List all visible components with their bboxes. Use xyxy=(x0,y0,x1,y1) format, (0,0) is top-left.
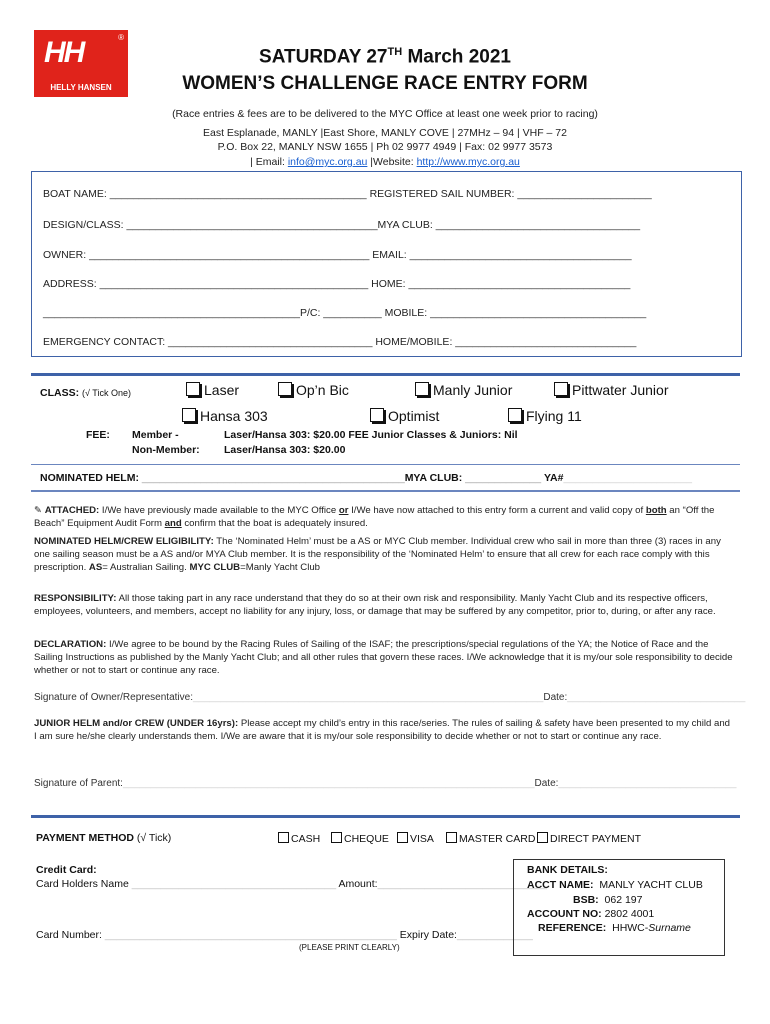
address-line-2: P.O. Box 22, MANLY NSW 1655 | Ph 02 9977 4949 | Fax: 02 9977 3573 xyxy=(217,141,553,153)
checkbox-icon[interactable] xyxy=(415,382,429,396)
section-divider xyxy=(31,373,740,376)
checkbox-icon[interactable] xyxy=(446,832,457,843)
checkbox-icon[interactable] xyxy=(186,382,200,396)
declaration-paragraph: DECLARATION: I/We agree to be bound by the Racing Rules of Sailing of the ISAF; the prescriptions/special regulations of the YA; the Notice of Race and the Sailing Instructions as published by the Manly Yacht Club; and all other rules that govern these races. I/We acknowledge that it is my/our sole responsibility to decide whether or not to start or continue any race. xyxy=(34,639,733,676)
payment-option-visa[interactable]: VISA xyxy=(397,832,434,845)
account-number: ACCOUNT NO: 2802 4001 xyxy=(527,908,655,920)
attached-paragraph: ✎ ATTACHED: I/We have previously made available to the MYC Office or I/We have now attached to this entry form a current and valid copy of both an “Off the Beach” Equipment Audit Form and confirm that the boat is adequately insured. xyxy=(34,505,715,529)
card-number-row[interactable]: Card Number: __________________________________________________ Expiry Date:_____________ xyxy=(36,929,533,941)
junior-paragraph: JUNIOR HELM and/or CREW (UNDER 16yrs): Please accept my child’s entry in this race/series. The rules of sailing & safety have been presented to my child and I am sure he/she clearly understands them. I/We are aware that it is my/our sole responsibility to decide whether or not to start or continue any race. xyxy=(34,718,731,742)
checkbox-icon[interactable] xyxy=(331,832,342,843)
payment-option-cheque[interactable]: CHEQUE xyxy=(331,832,389,845)
owner-row[interactable]: OWNER: ________________________________________________ EMAIL: ______________________________________ xyxy=(43,249,632,261)
checkbox-icon[interactable] xyxy=(397,832,408,843)
class-option-optimist[interactable]: Optimist xyxy=(370,408,439,424)
bsb: BSB: 062 197 xyxy=(573,894,643,906)
website-link[interactable]: http://www.myc.org.au xyxy=(416,156,520,168)
boat-details-box xyxy=(31,171,742,357)
checkbox-icon[interactable] xyxy=(370,408,384,422)
email-link[interactable]: info@myc.org.au xyxy=(287,156,368,168)
class-label: CLASS: (√ Tick One) xyxy=(40,387,131,399)
section-divider xyxy=(31,815,740,818)
class-option-flying-11[interactable]: Flying 11 xyxy=(508,408,582,424)
contact-line: | Email: info@myc.org.au |Website: http://www.myc.org.au xyxy=(250,156,520,168)
class-option-pittwater-junior[interactable]: Pittwater Junior xyxy=(554,382,668,398)
checkbox-icon[interactable] xyxy=(278,832,289,843)
design-class-row[interactable]: DESIGN/CLASS: ___________________________________________MYA CLUB: ___________________________________ xyxy=(43,219,641,231)
nonmember-fee: Laser/Hansa 303: $20.00 xyxy=(224,444,346,456)
checkbox-icon[interactable] xyxy=(278,382,292,396)
eligibility-paragraph: NOMINATED HELM/CREW ELIGIBILITY: The ‘Nominated Helm’ must be a AS or MYC Club member. Individual crew who sail in more than three (3) races in any one sailing season must be a AS and/or MYA Club member. It is the responsibility of the ‘Nominated Helm’ to ensure that all crew for each race comply with this prescription. AS= Australian Sailing. MYC CLUB=Manly Yacht Club xyxy=(34,536,721,573)
checkbox-icon[interactable] xyxy=(508,408,522,422)
page-title: SATURDAY 27TH March 2021 xyxy=(259,46,511,68)
logo-registered: ® xyxy=(118,33,124,42)
address-line-1: East Esplanade, MANLY |East Shore, MANLY COVE | 27MHz – 94 | VHF – 72 xyxy=(203,127,567,139)
member-fee: Laser/Hansa 303: $20.00 FEE Junior Classes & Juniors: Nil xyxy=(224,429,518,441)
account-name: ACCT NAME: MANLY YACHT CLUB xyxy=(527,879,703,891)
checkbox-icon[interactable] xyxy=(537,832,548,843)
address-row[interactable]: ADDRESS: ______________________________________________ HOME: ______________________________________ xyxy=(43,278,631,290)
credit-card-heading: Credit Card: xyxy=(36,864,97,876)
nonmember-label: Non-Member: xyxy=(132,444,200,456)
owner-signature-row[interactable]: Signature of Owner/Representative:_______________________________________________________________Date:________________________________ xyxy=(34,692,746,703)
checkbox-icon[interactable] xyxy=(554,382,568,396)
nominated-helm-row[interactable]: NOMINATED HELM: _____________________________________________MYA CLUB: _____________ YA#______________________ xyxy=(40,472,692,484)
payment-reference: REFERENCE: HHWC-Surname xyxy=(538,922,691,934)
class-option-hansa-303[interactable]: Hansa 303 xyxy=(182,408,268,424)
boat-name-row[interactable]: BOAT NAME: ____________________________________________ REGISTERED SAIL NUMBER: _______________________ xyxy=(43,188,652,200)
logo-mark: HH xyxy=(44,36,84,69)
print-clearly-note: (PLEASE PRINT CLEARLY) xyxy=(299,943,400,952)
bank-details-heading: BANK DETAILS: xyxy=(527,864,608,876)
pencil-icon: ✎ xyxy=(34,505,43,516)
divider xyxy=(31,490,740,492)
payment-option-cash[interactable]: CASH xyxy=(278,832,320,845)
payment-option-direct[interactable]: DIRECT PAYMENT xyxy=(537,832,641,845)
divider xyxy=(31,464,740,465)
parent-signature-row[interactable]: Signature of Parent:__________________________________________________________________________Date:________________________________ xyxy=(34,778,737,789)
class-option-opn-bic[interactable]: Op’n Bic xyxy=(278,382,349,398)
emergency-contact-row[interactable]: EMERGENCY CONTACT: ___________________________________ HOME/MOBILE: _______________________________ xyxy=(43,336,637,348)
class-option-manly-junior[interactable]: Manly Junior xyxy=(415,382,512,398)
postcode-row[interactable]: ____________________________________________P/C: __________ MOBILE: _____________________________________ xyxy=(43,307,647,319)
bank-details-box xyxy=(513,859,725,956)
delivery-note: (Race entries & fees are to be delivered to the MYC Office at least one week prior to racing) xyxy=(172,108,598,120)
class-option-laser[interactable]: Laser xyxy=(186,382,239,398)
checkbox-icon[interactable] xyxy=(182,408,196,422)
fee-label: FEE: xyxy=(86,429,110,441)
payment-option-mastercard[interactable]: MASTER CARD xyxy=(446,832,535,845)
payment-method-label: PAYMENT METHOD (√ Tick) xyxy=(36,832,172,844)
member-label: Member - xyxy=(132,429,179,441)
logo-brand: HELLY HANSEN xyxy=(50,83,112,92)
form-subtitle: WOMEN’S CHALLENGE RACE ENTRY FORM xyxy=(182,73,588,94)
responsibility-paragraph: RESPONSIBILITY: All those taking part in any race understand that they do so at their own risk and responsibility. Manly Yacht Club and its respective officers, employees, volunteers, and members, accept no liability for any injury, loss, or damage that may be suffered by any competitor, prior to, during, or after any race. xyxy=(34,593,716,617)
card-holder-row[interactable]: Card Holders Name ___________________________________ Amount:_____________________________ xyxy=(36,878,547,890)
